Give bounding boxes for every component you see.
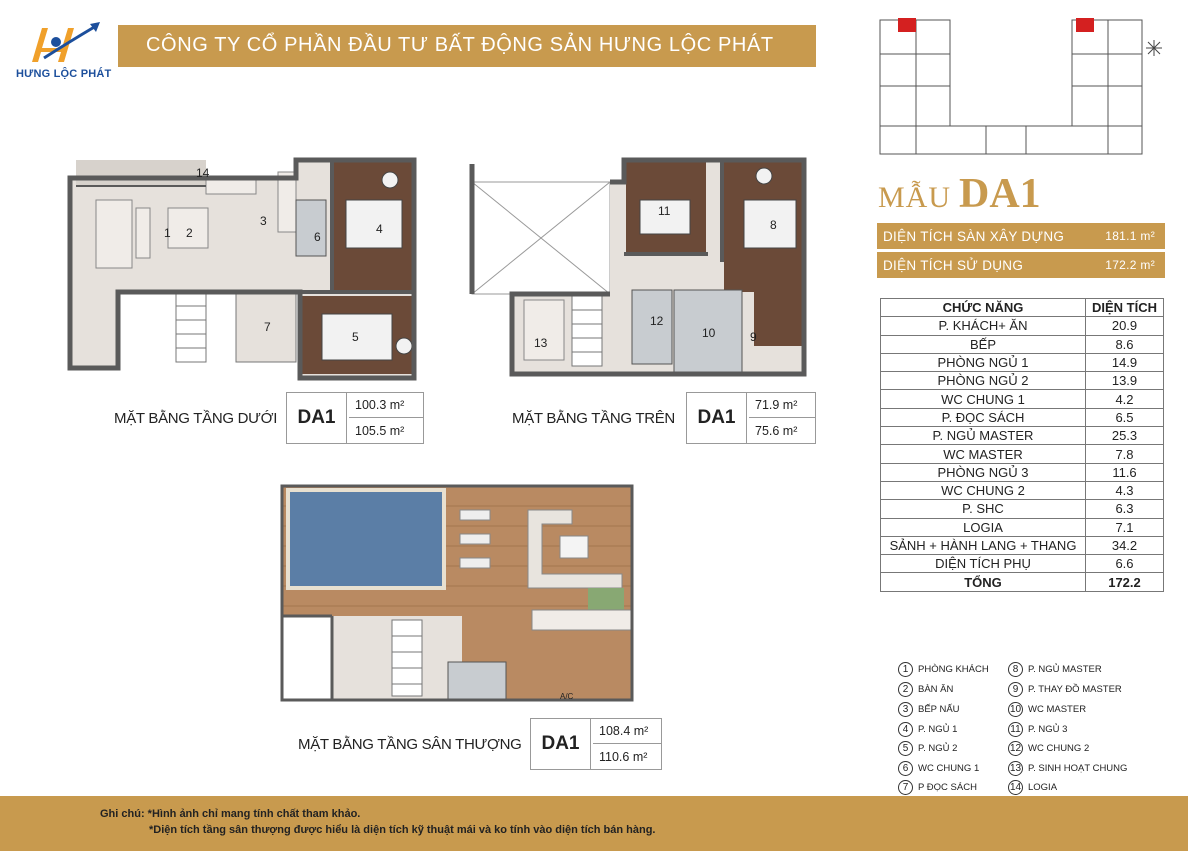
- legend-item: [898, 682, 953, 697]
- table-row: [881, 372, 1164, 390]
- legend-item: [1008, 761, 1127, 776]
- function-area-table: [880, 298, 1164, 592]
- marker-7: 7: [264, 320, 271, 334]
- built-area-value: 181.1 m²: [1105, 229, 1155, 243]
- legend-num: 8: [1008, 662, 1023, 677]
- legend-num: 13: [1009, 763, 1022, 774]
- row-label: BẾP: [881, 335, 1086, 353]
- marker-2: 2: [186, 226, 193, 240]
- marker-5: 5: [352, 330, 359, 344]
- marker-6: 6: [314, 230, 321, 244]
- row-label: DIỆN TÍCH PHỤ: [881, 555, 1086, 573]
- marker-1: 1: [164, 226, 171, 240]
- row-value: 14.9: [1086, 353, 1164, 371]
- legend-item: [1008, 662, 1102, 677]
- note-line-2: *Diện tích tầng sân thượng được hiểu là diện tích kỹ thuật mái và ko tính vào diện tích bán hàng.: [149, 824, 656, 836]
- legend-item: [898, 741, 957, 756]
- type-label: MẪU: [878, 181, 952, 214]
- legend-item: [1008, 741, 1089, 756]
- legend-label: BÀN ĂN: [918, 684, 954, 695]
- table-row: [881, 408, 1164, 426]
- lower-area-1: 100.3 m²: [349, 393, 423, 418]
- table-row: [881, 518, 1164, 536]
- row-label: PHÒNG NGỦ 1: [881, 353, 1086, 371]
- table-header: [881, 299, 1164, 317]
- legend-item: [1008, 780, 1057, 795]
- type-code: DA1: [959, 171, 1041, 217]
- table-row: [881, 500, 1164, 518]
- table-row: [881, 427, 1164, 445]
- legend-label: BẾP NẤU: [918, 704, 960, 715]
- legend-num: 12: [1009, 743, 1022, 754]
- lower-area-box: [286, 392, 424, 444]
- legend-item: [1008, 702, 1086, 717]
- lower-plan-label: MẶT BẰNG TẦNG DƯỚI: [114, 410, 278, 427]
- row-value: 4.3: [1086, 481, 1164, 499]
- roof-plan-label: MẶT BẰNG TẦNG SÂN THƯỢNG: [298, 736, 522, 753]
- marker-3: 3: [260, 214, 267, 228]
- upper-plan-code: DA1: [687, 393, 747, 443]
- legend-num: 10: [1009, 704, 1022, 715]
- usable-area-row: [877, 252, 1165, 278]
- legend-item: [898, 702, 960, 717]
- row-value: 7.8: [1086, 445, 1164, 463]
- row-label: P. NGỦ MASTER: [881, 427, 1086, 445]
- legend-num: 1: [898, 662, 913, 677]
- legend-label: WC CHUNG 1: [918, 763, 980, 774]
- col-function: CHỨC NĂNG: [881, 299, 1086, 317]
- marker-14: 14: [196, 166, 210, 180]
- row-value: 6.6: [1086, 555, 1164, 573]
- row-value: 8.6: [1086, 335, 1164, 353]
- lower-floor-plan: [56, 150, 428, 382]
- legend-num: 6: [898, 761, 913, 776]
- legend-label: PHÒNG KHÁCH: [918, 664, 989, 675]
- total-value: 172.2: [1086, 573, 1164, 591]
- marker-10: 10: [702, 326, 716, 340]
- upper-area-1: 71.9 m²: [749, 393, 815, 418]
- table-row: [881, 335, 1164, 353]
- table-row: [881, 536, 1164, 554]
- row-label: PHÒNG NGỦ 2: [881, 372, 1086, 390]
- table-row: [881, 317, 1164, 335]
- legend-num: 9: [1008, 682, 1023, 697]
- ac-label: A/C: [560, 692, 574, 701]
- row-value: 6.3: [1086, 500, 1164, 518]
- note-line-1: Ghi chú: *Hình ảnh chỉ mang tính chất tham khảo.: [100, 808, 361, 820]
- upper-plan-label: MẶT BẰNG TẦNG TRÊN: [512, 410, 675, 427]
- col-area: DIỆN TÍCH: [1086, 299, 1164, 317]
- row-value: 6.5: [1086, 408, 1164, 426]
- table-row: [881, 353, 1164, 371]
- row-value: 7.1: [1086, 518, 1164, 536]
- type-title: [878, 170, 1041, 218]
- legend-label: LOGIA: [1028, 782, 1058, 793]
- legend-item: [898, 662, 989, 677]
- legend-label: WC CHUNG 2: [1028, 743, 1090, 754]
- marker-4: 4: [376, 222, 383, 236]
- total-label: TỔNG: [881, 573, 1086, 591]
- marker-9: 9: [750, 330, 757, 344]
- legend-label: P. NGỦ 1: [918, 724, 958, 735]
- legend-label: P. NGỦ 2: [918, 743, 958, 754]
- legend-label: P. SINH HOẠT CHUNG: [1028, 763, 1128, 774]
- legend-num: 5: [898, 741, 913, 756]
- legend-num: 7: [898, 780, 913, 795]
- usable-area-value: 172.2 m²: [1105, 258, 1155, 272]
- row-label: LOGIA: [881, 518, 1086, 536]
- row-label: WC CHUNG 2: [881, 481, 1086, 499]
- row-label: PHÒNG NGỦ 3: [881, 463, 1086, 481]
- key-plan: [876, 14, 1166, 169]
- lower-area-2: 105.5 m²: [355, 423, 405, 438]
- legend-item: [898, 780, 977, 795]
- roof-area-box: [530, 718, 662, 770]
- upper-area-box: [686, 392, 816, 444]
- legend-item: [898, 761, 979, 776]
- usable-area-label: DIỆN TÍCH SỬ DỤNG: [883, 257, 1024, 273]
- built-area-row: [877, 223, 1165, 249]
- legend-num: 14: [1009, 782, 1022, 793]
- table-row: [881, 481, 1164, 499]
- roof-floor-plan: [272, 476, 638, 706]
- upper-floor-plan: [454, 150, 818, 382]
- row-value: 25.3: [1086, 427, 1164, 445]
- marker-13: 13: [534, 336, 548, 350]
- legend-num: 2: [898, 682, 913, 697]
- table-row: [881, 463, 1164, 481]
- legend-item: [898, 722, 957, 737]
- row-label: P. KHÁCH+ ĂN: [881, 317, 1086, 335]
- marker-12: 12: [650, 314, 664, 328]
- upper-area-2: 75.6 m²: [755, 423, 798, 438]
- roof-area-1: 108.4 m²: [593, 719, 661, 744]
- table-row: [881, 390, 1164, 408]
- logo-text: HƯNG LỘC PHÁT: [16, 68, 112, 80]
- roof-area-2: 110.6 m²: [599, 749, 648, 764]
- legend-num: 4: [898, 722, 913, 737]
- marker-11: 11: [658, 204, 671, 218]
- company-title: CÔNG TY CỔ PHẦN ĐẦU TƯ BẤT ĐỘNG SẢN HƯNG LỘC PHÁT: [146, 34, 774, 56]
- legend-label: P. THAY ĐỒ MASTER: [1028, 684, 1122, 695]
- legend-num: 11: [1008, 722, 1023, 737]
- table-row: [881, 555, 1164, 573]
- built-area-label: DIỆN TÍCH SÀN XÂY DỰNG: [883, 228, 1065, 244]
- legend-label: WC MASTER: [1028, 704, 1087, 715]
- row-value: 4.2: [1086, 390, 1164, 408]
- legend-num: 3: [898, 702, 913, 717]
- row-value: 20.9: [1086, 317, 1164, 335]
- legend-item: [1008, 722, 1067, 737]
- legend-label: P ĐỌC SÁCH: [918, 782, 977, 793]
- row-label: WC CHUNG 1: [881, 390, 1086, 408]
- lower-plan-code: DA1: [287, 393, 347, 443]
- row-label: P. ĐỌC SÁCH: [881, 408, 1086, 426]
- row-label: WC MASTER: [881, 445, 1086, 463]
- roof-plan-code: DA1: [531, 719, 591, 769]
- row-value: 11.6: [1086, 463, 1164, 481]
- legend-item: [1008, 682, 1122, 697]
- row-label: P. SHC: [881, 500, 1086, 518]
- legend-label: P. NGỦ MASTER: [1028, 664, 1102, 675]
- row-value: 34.2: [1086, 536, 1164, 554]
- table-row: [881, 445, 1164, 463]
- marker-8: 8: [770, 218, 777, 232]
- row-value: 13.9: [1086, 372, 1164, 390]
- legend-label: P. NGỦ 3: [1028, 724, 1068, 735]
- row-label: SẢNH + HÀNH LANG + THANG: [881, 536, 1086, 554]
- table-total-row: [881, 573, 1164, 591]
